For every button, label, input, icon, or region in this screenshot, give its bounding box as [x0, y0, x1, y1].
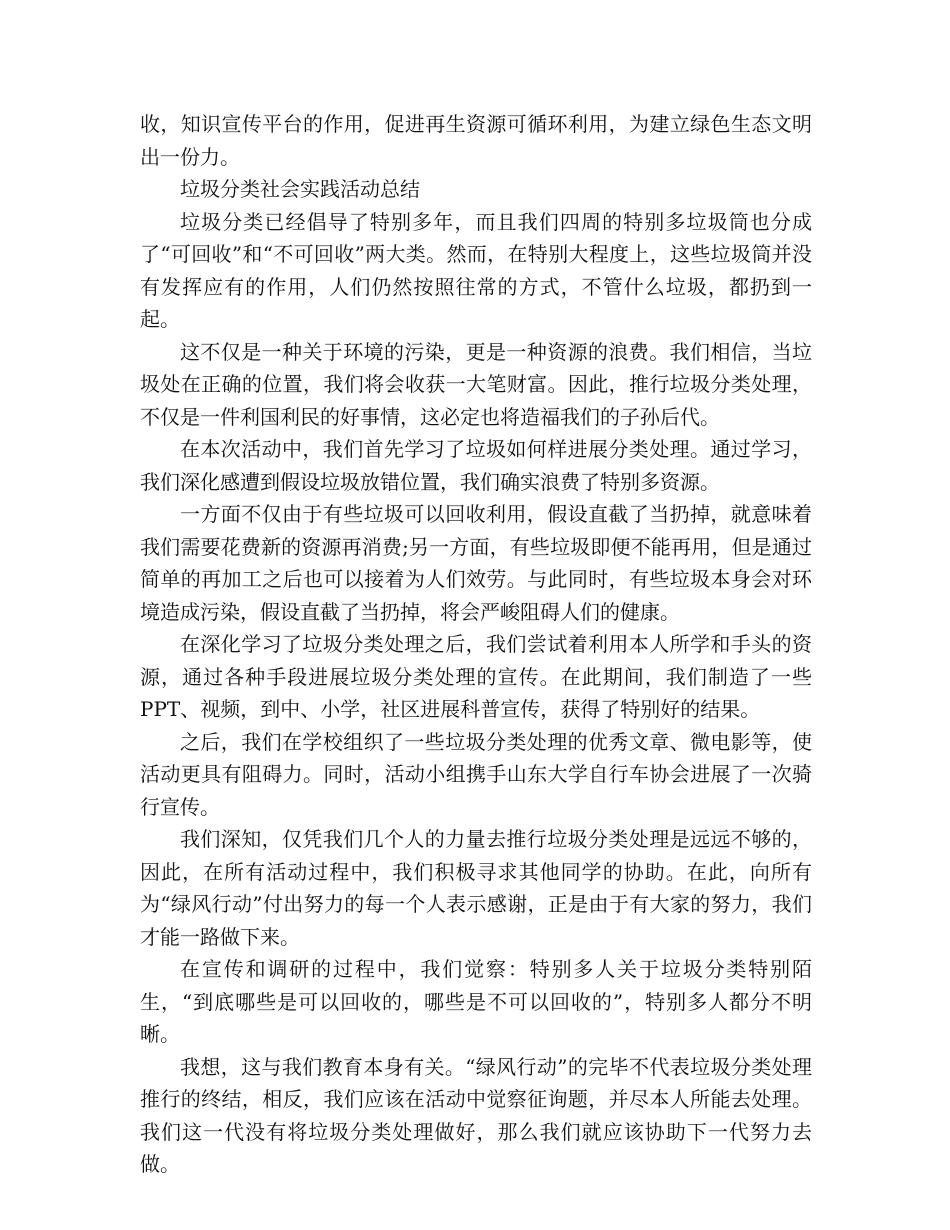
paragraph-continuation: 收，知识宣传平台的作用，促进再生资源可循环利用，为建立绿色生态文明出一份力。: [140, 112, 812, 169]
paragraph: 在宣传和调研的过程中，我们觉察：特别多人关于垃圾分类特别陌生，“到底哪些是可以回收的，哪些是不可以回收的”，特别多人都分不明晰。: [140, 957, 812, 1046]
paragraph: 之后，我们在学校组织了一些垃圾分类处理的优秀文章、微电影等，使活动更具有阻碍力。同时，活动小组携手山东大学自行车协会进展了一次骑行宣传。: [140, 729, 812, 819]
paragraph: 这不仅是一种关于环境的污染，更是一种资源的浪费。我们相信，当垃圾处在正确的位置，我们将会收获一大笔财富。因此，推行垃圾分类处理，不仅是一件利国利民的好事情，这必定也将造福我们的子孙后代。: [140, 339, 812, 429]
paragraph: 我想，这与我们教育本身有关。“绿风行动”的完毕不代表垃圾分类处理推行的终结，相反，我们应该在活动中觉察征询题，并尽本人所能去处理。我们这一代没有将垃圾分类处理做好，那么我们就应该协助下一代努力去做。: [140, 1054, 812, 1176]
paragraph: 垃圾分类已经倡导了特别多年，而且我们四周的特别多垃圾筒也分成了“可回收”和“不可回收”两大类。然而，在特别大程度上，这些垃圾筒并没有发挥应有的作用，人们仍然按照往常的方式，不管什么垃圾，都扔到一起。: [140, 209, 812, 331]
document-body: [140, 108, 812, 1181]
paragraph: 在本次活动中，我们首先学习了垃圾如何样进展分类处理。通过学习，我们深化感遭到假设垃圾放错位置，我们确实浪费了特别多资源。: [140, 437, 812, 494]
paragraph: 我们深知，仅凭我们几个人的力量去推行垃圾分类处理是远远不够的，因此，在所有活动过程中，我们积极寻求其他同学的协助。在此，向所有为“绿风行动”付出努力的每一个人表示感谢，正是由于有大家的努力，我们才能一路做下来。: [140, 827, 812, 949]
paragraph: 在深化学习了垃圾分类处理之后，我们尝试着利用本人所学和手头的资源，通过各种手段进展垃圾分类处理的宣传。在此期间，我们制造了一些PPT、视频，到中、小学，社区进展科普宣传，获得了特别好的结果。: [140, 632, 812, 721]
section-heading: 垃圾分类社会实践活动总结: [180, 177, 420, 201]
paragraph: 一方面不仅由于有些垃圾可以回收利用，假设直截了当扔掉，就意味着我们需要花费新的资源再消费;另一方面，有些垃圾即便不能再用，但是通过简单的再加工之后也可以接着为人们效劳。与此同时，有些垃圾本身会对环境造成污染，假设直截了当扔掉，将会严峻阻碍人们的健康。: [140, 502, 812, 624]
